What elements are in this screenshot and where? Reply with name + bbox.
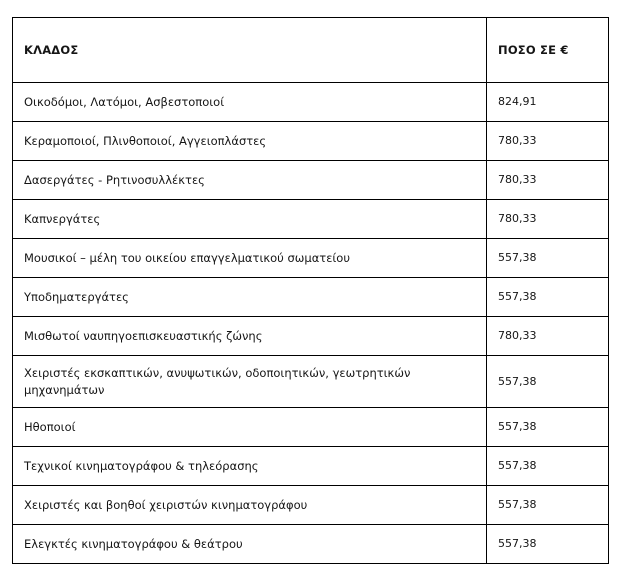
table-row — [13, 239, 609, 278]
cell-amount: 780,33 — [487, 200, 609, 239]
cell-category: Μουσικοί – μέλη του οικείου επαγγελματικού σωματείου — [13, 239, 487, 278]
cell-amount: 557,38 — [487, 486, 609, 525]
cell-category: Δασεργάτες - Ρητινοσυλλέκτες — [13, 161, 487, 200]
cell-category: Οικοδόμοι, Λατόμοι, Ασβεστοποιοί — [13, 83, 487, 122]
table-row — [13, 200, 609, 239]
table-row — [13, 486, 609, 525]
table-row — [13, 525, 609, 564]
table-row — [13, 278, 609, 317]
cell-amount: 557,38 — [487, 278, 609, 317]
table-body — [13, 83, 609, 564]
cell-amount: 557,38 — [487, 408, 609, 447]
cell-amount: 557,38 — [487, 525, 609, 564]
cell-category: Μισθωτοί ναυπηγοεπισκευαστικής ζώνης — [13, 317, 487, 356]
table-row — [13, 447, 609, 486]
cell-category: Τεχνικοί κινηματογράφου & τηλεόρασης — [13, 447, 487, 486]
column-header-category: ΚΛΑΔΟΣ — [13, 18, 487, 83]
cell-category: Χειριστές και βοηθοί χειριστών κινηματογράφου — [13, 486, 487, 525]
rates-table — [12, 17, 609, 564]
table-row — [13, 356, 609, 408]
cell-amount: 557,38 — [487, 356, 609, 408]
cell-category: Καπνεργάτες — [13, 200, 487, 239]
cell-category: Ηθοποιοί — [13, 408, 487, 447]
column-header-amount: ΠΟΣΟ ΣΕ € — [487, 18, 609, 83]
table-header-row — [13, 18, 609, 83]
cell-amount: 557,38 — [487, 239, 609, 278]
table-row — [13, 83, 609, 122]
cell-amount: 557,38 — [487, 447, 609, 486]
cell-amount: 780,33 — [487, 161, 609, 200]
cell-amount: 824,91 — [487, 83, 609, 122]
cell-category: Υποδηματεργάτες — [13, 278, 487, 317]
table-row — [13, 122, 609, 161]
cell-amount: 780,33 — [487, 317, 609, 356]
table-row — [13, 408, 609, 447]
cell-category: Κεραμοποιοί, Πλινθοποιοί, Αγγειοπλάστες — [13, 122, 487, 161]
table-header — [13, 18, 609, 83]
cell-category: Χειριστές εκσκαπτικών, ανυψωτικών, οδοποιητικών, γεωτρητικών μηχανημάτων — [13, 356, 487, 408]
table-row — [13, 317, 609, 356]
cell-amount: 780,33 — [487, 122, 609, 161]
table-row — [13, 161, 609, 200]
cell-category: Ελεγκτές κινηματογράφου & θεάτρου — [13, 525, 487, 564]
